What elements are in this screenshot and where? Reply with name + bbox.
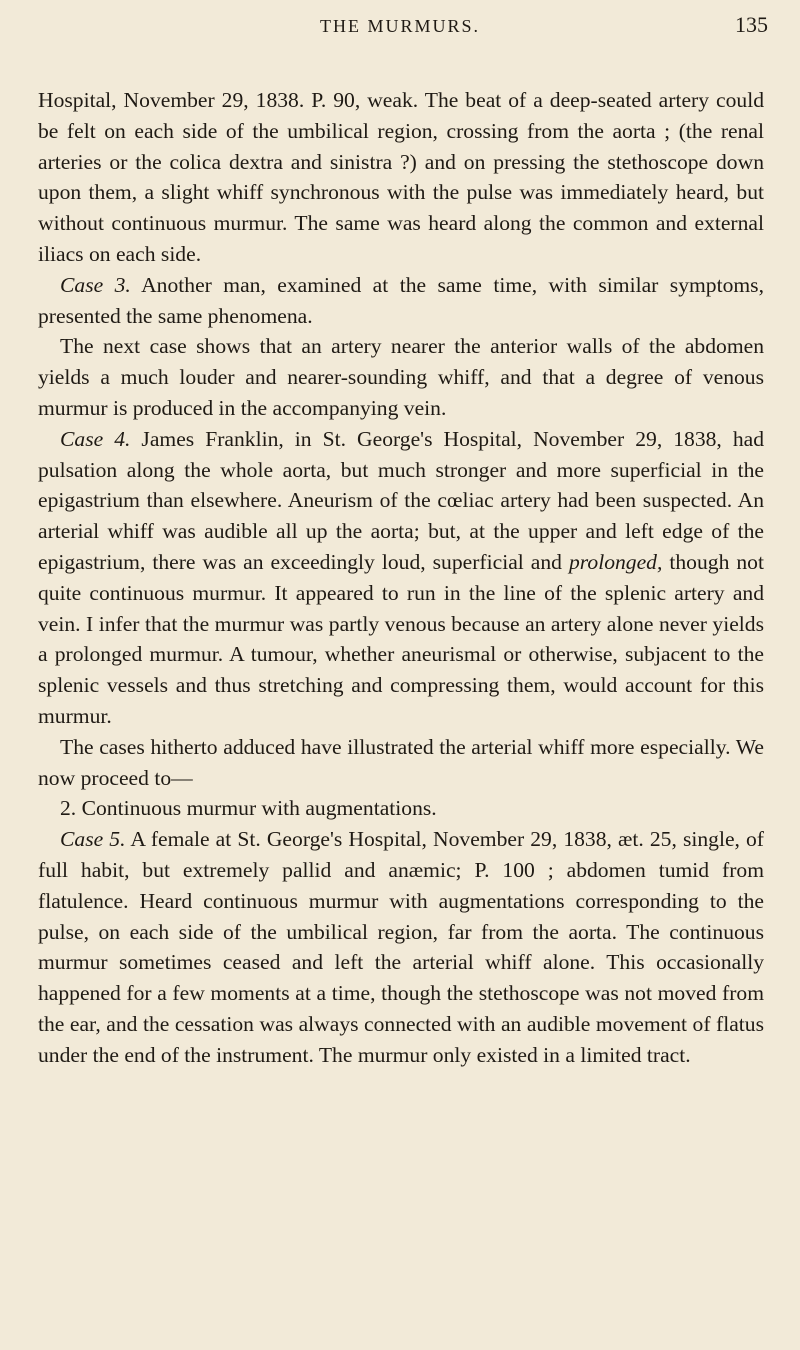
page-number: 135 [735,12,768,37]
running-head: THE MURMURS. [319,16,481,36]
paragraph-case-4 [38,424,764,732]
section-heading [38,793,764,824]
paragraph-5 [38,732,764,794]
case-label: Case 3. [60,272,131,297]
case-label: Case 4. [60,426,131,451]
body-text [38,85,764,1071]
paragraph-1 [38,85,764,270]
section-heading-text: 2. Continuous murmur with augmentations. [60,796,437,821]
page-header [0,10,800,50]
case-label: Case 5. [60,827,126,852]
emphasis-text: prolonged, [569,549,663,574]
paragraph-text: James Franklin, in St. George's Hospital, November 29, 1838, had pulsation along the whole aorta, but much stronger and more superficial in the epigastrium than elsewhere. Aneurism of the cœliac artery had been suspected. An arterial whiff was audible all up the aorta; but, at the upper and left edge of the epigastrium, there was an exceedingly loud, superficial and [38,426,764,574]
paragraph-case-5 [38,824,764,1070]
paragraph-text: The next case shows that an artery nearer the anterior walls of the abdomen yields a much louder and nearer-sounding whiff, and that a degree of venous murmur is produced in the accompanying vein. [38,334,764,420]
paragraph-text: Another man, examined at the same time, with similar symptoms, presented the same phenomena. [38,272,764,328]
paragraph-text: The cases hitherto adduced have illustrated the arterial whiff more especially. We now proceed to— [38,734,764,790]
paragraph-text: A female at St. George's Hospital, November 29, 1838, æt. 25, single, of full habit, but extremely pallid and anæmic; P. 100 ; abdomen tumid from flatulence. Heard continuous murmur with augmentations corresponding to the pulse, on each side of the umbilical region, far from the aorta. The continuous murmur sometimes ceased and left the arterial whiff alone. This occasionally happened for a few moments at a time, though the stethoscope was not moved from the ear, and the cessation was always connected with an audible movement of flatus under the end of the instrument. The murmur only existed in a limited tract. [38,827,765,1067]
paragraph-case-3 [38,270,764,332]
paragraph-text: Hospital, November 29, 1838. P. 90, weak. The beat of a deep-seated artery could be felt on each side of the umbilical region, crossing from the aorta ; (the renal arteries or the colica dextra and sinistra ?) and on pressing the stethoscope down upon them, a slight whiff synchronous with the pulse was immediately heard, but without continuous murmur. The same was heard along the common and external iliacs on each side. [38,88,764,266]
paragraph-3 [38,331,764,423]
paragraph-text: though not quite continuous murmur. It appeared to run in the line of the splenic artery and vein. I infer that the murmur was partly venous because an artery alone never yields a prolonged murmur. A tumour, whether aneurismal or otherwise, subjacent to the splenic vessels and thus stretching and compressing them, would account for this murmur. [38,549,764,728]
